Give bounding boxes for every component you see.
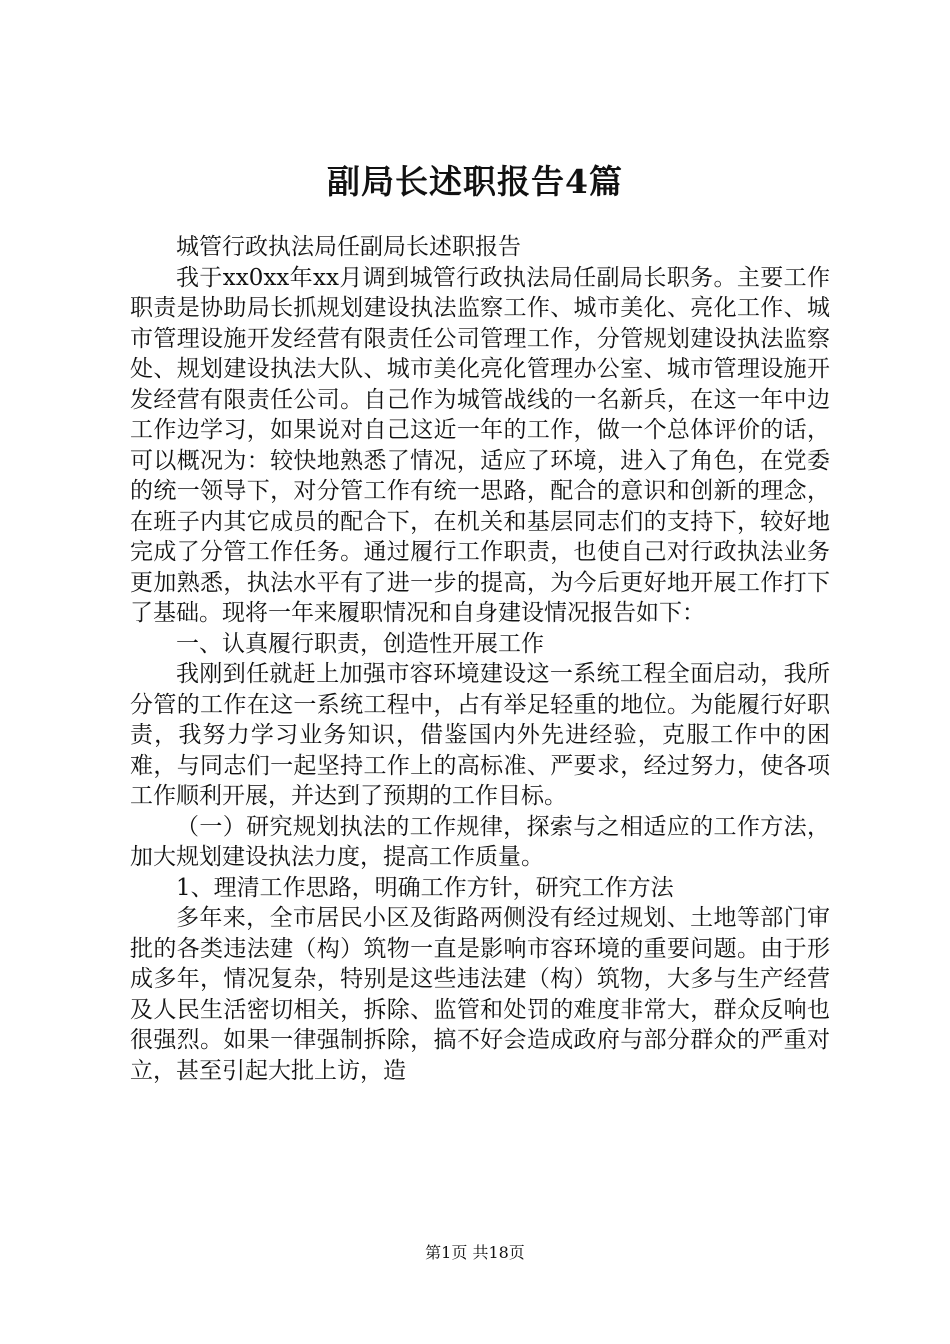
paragraph: 我刚到任就赶上加强市容环境建设这一系统工程全面启动，我所分管的工作在这一系统工程中，占有举足轻重的地位。为能履行好职责，我努力学习业务知识，借鉴国内外先进经验，克服工作中的困难，与同志们一起坚持工作上的高标准、严要求，经过努力，使各项工作顺利开展，并达到了预期的工作目标。 — [130, 661, 830, 809]
paragraph: 多年来，全市居民小区及街路两侧没有经过规划、土地等部门审批的各类违法建（构）筑物一直是影响市容环境的重要问题。由于形成多年，情况复杂，特别是这些违法建（构）筑物，大多与生产经营及人民生活密切相关，拆除、监管和处罚的难度非常大，群众反响也很强烈。如果一律强制拆除，搞不好会造成政府与部分群众的严重对立，甚至引起大批上访，造 — [130, 905, 830, 1084]
paragraph: 我于xx0xx年xx月调到城管行政执法局任副局长职务。主要工作职责是协助局长抓规划建设执法监察工作、城市美化、亮化工作、城市管理设施开发经营有限责任公司管理工作，分管规划建设执法监察处、规划建设执法大队、城市美化亮化管理办公室、城市管理设施开发经营有限责任公司。自己作为城管战线的一名新兵，在这一年中边工作边学习，如果说对自己这近一年的工作，做一个总体评价的话，可以概况为：较快地熟悉了情况，适应了环境，进入了角色，在党委的统一领导下，对分管工作有统一思路，配合的意识和创新的理念，在班子内其它成员的配合下，在机关和基层同志们的支持下，较好地完成了分管工作任务。通过履行工作职责，也使自己对行政执法业务更加熟悉，执法水平有了进一步的提高，为今后更好地开展工作打下了基础。现将一年来履职情况和自身建设情况报告如下： — [130, 264, 830, 626]
item-heading: 1、理清工作思路，明确工作方针，研究工作方法 — [176, 874, 674, 901]
page-number-footer: 第1页 共18页 — [425, 1243, 525, 1262]
document-body — [130, 232, 830, 1086]
document-title: 副局长述职报告4篇 — [327, 162, 623, 201]
section-heading: 一、认真履行职责，创造性开展工作 — [176, 630, 544, 657]
paragraph-subtitle: 城管行政执法局任副局长述职报告 — [176, 234, 521, 260]
subsection-heading: （一）研究规划执法的工作规律，探索与之相适应的工作方法，加大规划建设执法力度，提高工作质量。 — [130, 813, 830, 870]
